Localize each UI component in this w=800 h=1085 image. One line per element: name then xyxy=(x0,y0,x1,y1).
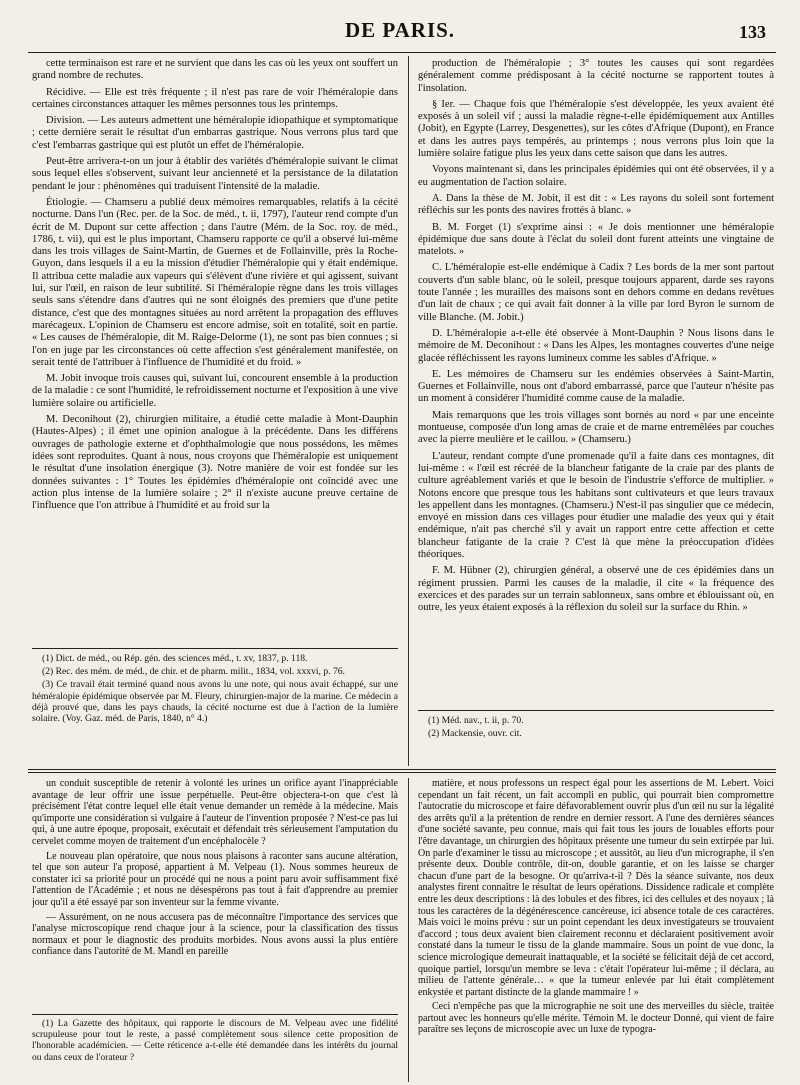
bottom-right-column xyxy=(418,778,774,1082)
paragraph: F. M. Hübner (2), chirurgien général, a observé une de ces épidémies dans un régiment prussien. Parmi les causes de la maladie, il cite « la fréquence des exercices et des parades sur un terrain sablonneux, sans ombre et éblouissant où, en outre, les yeux étaient exposés à la réflexion du soleil sur la surface du Rhin. » xyxy=(418,565,774,614)
footnote: (3) Ce travail était terminé quand nous avons lu une note, qui nous avait échappé, sur une héméralopie épidémique observée par M. Fleury, chirurgien-major de la marine. Ce médecin a déjà prouvé que, dans les pays chauds, la cécité nocturne est due à l'action de la lumière solaire. (Voy. Gaz. méd. de Paris, 1840, n° 4.) xyxy=(32,679,398,725)
footnote: (1) La Gazette des hôpitaux, qui rapporte le discours de M. Velpeau avec une fidélité scrupuleuse pour tout le reste, a passé complètement sous silence cette proposition de l'honorable académicien. — Cette réticence a-t-elle été demandée dans les intérêts du journal ou dans ceux de l'orateur ? xyxy=(32,1018,398,1063)
paragraph: Étiologie. — Chamseru a publié deux mémoires remarquables, relatifs à la cécité nocturne. Dans l'un (Rec. per. de la Soc. de méd., t. ii, 1797), l'auteur rend compte d'un écrit de M. Dupont sur cette affection ; dans l'autre (Mém. de la Soc. roy. de méd., 1786, t. vii), qui est le plus important, Chamseru rapporte ce qu'il a observé lui-même dans les trois villages de Saint-Martin, de Guernes et de Follainville, près la Roche-Guyon, dans lesquels il a eu la mission d'étudier l'héméralopie qui y était endémique. Il attribua cette maladie aux vapeurs qui s'élèvent d'une rivière et qui agissent, suivant lui, sur l'œil, en raison de leur subtilité. Si l'héméralopie règne dans les trois villages seuls sans s'étendre dans d'autres qui ne sont éloignés des premiers que d'une petite distance, c'est que des montagnes situées au nord arrêtent la propagation des effluves marécageux. L'opinion de Chamseru est encore admise, soit en totalité, soit en partie. « Les causes de l'héméralopie, dit M. Raige-Delorme (1), ne sont pas bien connues ; si l'on en juge par les circonstances où cette affection s'est généralement manifestée, on serait tenté de l'attribuer à l'influence de l'humidité et du froid. » xyxy=(32,196,398,368)
footnote: (2) Rec. des mém. de méd., de chir. et de pharm. milit., 1834, vol. xxxvi, p. 76. xyxy=(42,666,345,678)
footnote-rule xyxy=(418,710,774,711)
bottom-left-column xyxy=(32,778,398,1008)
paragraph: L'auteur, rendant compte d'une promenade qu'il a faite dans ces montagnes, dit lui-même : « l'œil est récréé de la blancheur fatigante de la craie par des plants de culture agréablement variés et que le besoin de l'industrie s'efforce de multiplier. » Notons encore que presque tous les habitans sont cultivateurs et que leurs travaux les appellent dans les montagnes. (Chamseru.) N'est-il pas singulier que ce médecin, envoyé en mission dans ces villages pour étudier une maladie des yeux qui y était endémique, n'ait pas cherché s'il y avait un rapport entre cette affection et cette blancheur fatigante de la craie ? C'est là que mène la préoccupation d'idées théoriques. xyxy=(418,450,774,560)
running-title: DE PARIS. xyxy=(344,18,456,42)
page-number: 133 xyxy=(739,22,766,42)
paragraph: D. L'héméralopie a-t-elle été observée à Mont-Dauphin ? Nous lisons dans le mémoire de M. Deconihout : « Dans les Alpes, les montagnes couvertes d'une neige glacée réfléchissent les rayons lumineux comme les sables d'Afrique. » xyxy=(418,327,774,364)
paragraph: M. Deconihout (2), chirurgien militaire, a étudié cette maladie à Mont-Dauphin (Hautes-Alpes) ; il émet une opinion analogue à la précédente. Dans les différens ouvrages de pathologie externe et d'ophthalmologie que nous possédons, les mêmes idées sont reproduites. Quant à nous, nous croyons que l'héméralopie est uniquement le résultat d'une insolation énergique (3). Notre manière de voir est fondée sur les données suivantes : 1° Toutes les épidémies d'héméralopie ont coïncidé avec une action plus intense de la lumière solaire ; 2° il n'existe aucune preuve certaine de l'influence que l'on attribue à l'humidité et au froid sur la xyxy=(32,414,398,512)
paragraph: production de l'héméralopie ; 3° toutes les causes qui sont regardées généralement comme prédisposant à la cécité nocturne se rapportent toutes à l'insolation. xyxy=(418,58,774,94)
section-rule-upper xyxy=(28,769,776,770)
paragraph: A. Dans la thèse de M. Jobit, il est dit : « Les rayons du soleil sont fortement réfléchis sur les ponts des navires frottés à blanc. » xyxy=(418,192,774,217)
footnote-rule xyxy=(32,1014,398,1015)
paragraph: — Assurément, on ne nous accusera pas de méconnaître l'importance des services que l'analyse microscopique rend chaque jour à la science, pour la classification des tissus normaux et pour le diagnostic des produits morbides. Nous avons aussi la plus entière confiance dans l'autorité de M. Mandl en pareille xyxy=(32,911,398,958)
paragraph: un conduit susceptible de retenir à volonté les urines un orifice ayant l'inappréciable avantage de leur offrir une issue perpétuelle. Peut-être objectera-t-on que c'est là précisément l'état contre lequel elle était venue demander un remède à la médecine. Mais qu'importe une considération si vulgaire à l'auteur de l'invention proposée ? N'est-ce pas lui qui, à une autre époque, proposait, exécutait et défendait très sérieusement l'amputation du cervelet comme moyen de traitement d'un encéphalocèle ? xyxy=(32,778,398,847)
footnote: (1) Dict. de méd., ou Rép. gén. des sciences méd., t. xv, 1837, p. 118. xyxy=(42,653,308,664)
paragraph: M. Jobit invoque trois causes qui, suivant lui, concourent ensemble à la production de la maladie : ce sont l'humidité, le refroidissement nocturne et l'exposition à une vive lumière solaire ou artificielle. xyxy=(32,373,398,409)
bottom-left-footnotes xyxy=(32,1018,398,1082)
top-right-column xyxy=(418,58,774,694)
paragraph: B. M. Forget (1) s'exprime ainsi : « Je dois mentionner une héméralopie épidémique due sans doute à l'éclat du soleil dont furent atteints une vingtaine de matelots. » xyxy=(418,221,774,258)
paragraph: Peut-être arrivera-t-on un jour à établir des variétés d'héméralopie suivant le climat sous lequel elles s'observent, suivant leur ancienneté et la persistance de la dilatation pendant le jour : phénomènes qui traduisent l'intensité de la maladie. xyxy=(32,156,398,192)
top-left-column xyxy=(32,58,398,642)
paragraph: Voyons maintenant si, dans les principales épidémies qui ont été observées, il y a eu augmentation de l'action solaire. xyxy=(418,164,774,188)
paragraph: Le nouveau plan opératoire, que nous nous plaisons à raconter sans aucune altération, tel que son auteur l'a proposé, appartient à M. Velpeau (1). Nous sommes heureux de constater ici sa priorité pour un procédé qui ne nous a point paru avoir suffisamment fixé l'attention de l'Académie ; et nous ne désespérons pas tout à fait d'apprendre au premier jour qu'il a été essayé par son inventeur sur la femme vivante. xyxy=(32,850,398,908)
paragraph: Ceci n'empêche pas que la micrographie ne soit une des merveilles du siècle, traitée partout avec les honneurs qu'elle mérite. Témoin M. le docteur Donné, qui vient de faire paraître ses leçons de microscopie avec un luxe de typogra- xyxy=(418,1001,774,1036)
page-header xyxy=(0,12,800,46)
top-left-footnotes xyxy=(32,653,398,763)
paragraph: Division. — Les auteurs admettent une héméralopie idiopathique et symptomatique ; cette dernière serait le résultat d'un embarras gastrique. Nous verrons plus tard que c'est l'embarras gastrique qui est plutôt un effet de l'héméralopie. xyxy=(32,115,398,151)
footnote: (2) Mackensie, ouvr. cit. xyxy=(428,728,522,740)
column-divider xyxy=(408,778,409,1082)
footnote: (1) Méd. nav., t. ii, p. 70. xyxy=(428,715,524,726)
section-rule-lower xyxy=(28,772,776,773)
paragraph: C. L'héméralopie est-elle endémique à Cadix ? Les bords de la mer sont partout couverts d'un sable blanc, où le soleil, presque toujours apparent, darde ses rayons toute l'année ; les murailles des maisons sont en dehors comme en dedans revêtues d'un lait de chaux ; ce qui avait fait donner à la ville par lord Byron le surnom de ville Blanche. (M. Jobit.) xyxy=(418,262,774,323)
paragraph: Mais remarquons que les trois villages sont bornés au nord « par une enceinte montueuse, composée d'un long amas de craie et de marne entremêlées par couches avec la pierre meulière et le caillou. » (Chamseru.) xyxy=(418,409,774,446)
paragraph: Récidive. — Elle est très fréquente ; il n'est pas rare de voir l'héméralopie dans certaines circonstances attaquer les mêmes personnes tous les printemps. xyxy=(32,86,398,110)
paragraph: matière, et nous professons un respect égal pour les assertions de M. Lebert. Voici cependant un fait récent, un fait accompli en public, qui pourrait bien compromettre l'autocratie du microscope et faire défavorablement ouvrir plus d'un œil nu sur la légalité des arrêts qu'il a la prétention de rendre en dernier ressort. A l'une des dernières séances d'une société savante, peu connue, mais qui fait tous les jours de louables efforts pour l'être davantage, un chirurgien des hôpitaux présente une tumeur du sein extirpée par lui. On parle d'examiner le tissu au microscope ; et aussitôt, au lieu d'un micrographe, il s'en présente deux. Double contrôle, dit-on, double garantie, et on les laisse se charger chacun d'une part de la besogne. Or qu'arriva-t-il ? Dès la séance suivante, nos deux analystes firent connaître le résultat de leurs opérations. Dissidence radicale et complète entre les deux descriptions : là des lobules et des fibres, ici des cellules et des noyaux ; là tous les caractères de la dégénérescence cancéreuse, ici absence totale de ces caractères. Mais voici le moins prévu : sur un point cependant les deux investigateurs se trouvaient d'accord ; tous deux avaient bien clairement reconnu et déclaraient positivement avoir constaté dans la tumeur le tissu de la glande mammaire. Sous un point de vue donc, la science micrologique demeurait inattaquable, et la société se félicitait déjà de cet accord, quoique partiel, lorsqu'un membre se leva : c'était l'opérateur lui-même ; il déclara, au milieu de l'attente générale… « que la tumeur enlevée par lui était complètement enkystée et partant distincte de la glande mammaire ! » xyxy=(418,778,774,998)
paragraph: § Ier. — Chaque fois que l'héméralopie s'est développée, les yeux avaient été exposés à un soleil vif ; aussi la maladie règne-t-elle épidémiquement aux Antilles (Jobit), en Egypte (Larrey, Desgenettes), sur les côtes d'Afrique (Dupont), en France et dans les autres pays tempérés, au printemps ; nous verrons plus loin que la lumière solaire fatigue plus les yeux dans cette saison que dans les autres. xyxy=(418,98,774,160)
footnote-rule xyxy=(32,648,398,649)
paragraph: cette terminaison est rare et ne survient que dans les cas où les yeux ont souffert un grand nombre de rechutes. xyxy=(32,58,398,82)
column-divider xyxy=(408,56,409,766)
paragraph: E. Les mémoires de Chamseru sur les endémies observées à Saint-Martin, Guernes et Follainville, nous ont d'abord embarrassé, parce que l'auteur n'hésite pas un moment à considérer l'humidité comme cause de la maladie. xyxy=(418,368,774,405)
top-right-footnotes xyxy=(418,715,774,751)
header-rule xyxy=(28,52,776,53)
